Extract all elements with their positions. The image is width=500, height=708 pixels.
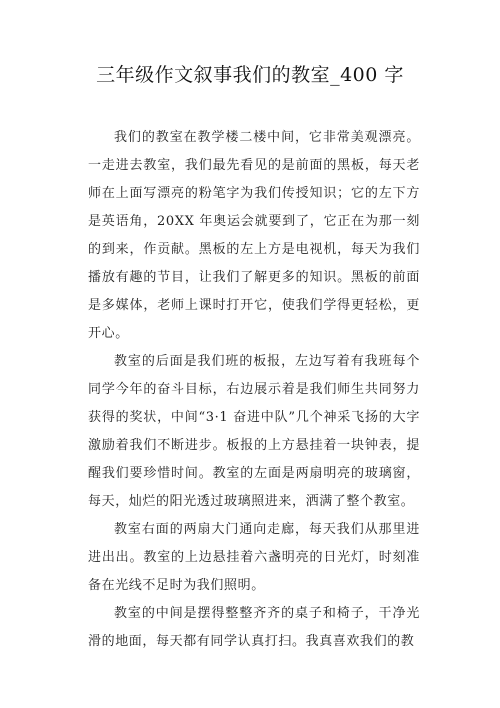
document-title: 三年级作文叙事我们的教室_400 字	[96, 64, 404, 86]
paragraph-1: 我们的教室在教学楼二楼中间，它非常美观漂亮。一走进去教室，我们最先看见的是前面的黑板，每天老师在上面写漂亮的粉笔字为我们传授知识；它的左下方是英语角，20XX 年奥运会就要到了，它正在为那一刻的到来，作贡献。黑板的左上方是电视机，每天为我们播放有趣的节目，让我们了解更多的知识。黑板的前面是多媒体，老师上课时打开它，使我们学得更轻松，更开心。	[88, 130, 420, 341]
document-body	[88, 124, 420, 656]
paragraph-4: 教室的中间是摆得整整齐齐的桌子和椅子，干净光滑的地面，每天都有同学认真打扫。我真喜欢我们的教	[88, 606, 420, 649]
paragraph-2: 教室的后面是我们班的板报，左边写着有我班每个同学今年的奋斗目标，右边展示着是我们师生共同努力获得的奖状，中间“3·1 奋进中队”几个神采飞扬的大字激励着我们不断进步。板报的上方悬挂着一块钟表，提醒我们要珍惜时间。教室的左面是两扇明亮的玻璃窗，每天，灿烂的阳光透过玻璃照进来，洒满了整个教室。	[88, 354, 420, 509]
paragraph-3: 教室右面的两扇大门通向走廊，每天我们从那里进进出出。教室的上边悬挂着六盏明亮的日光灯，时刻准备在光线不足时为我们照明。	[88, 522, 420, 593]
